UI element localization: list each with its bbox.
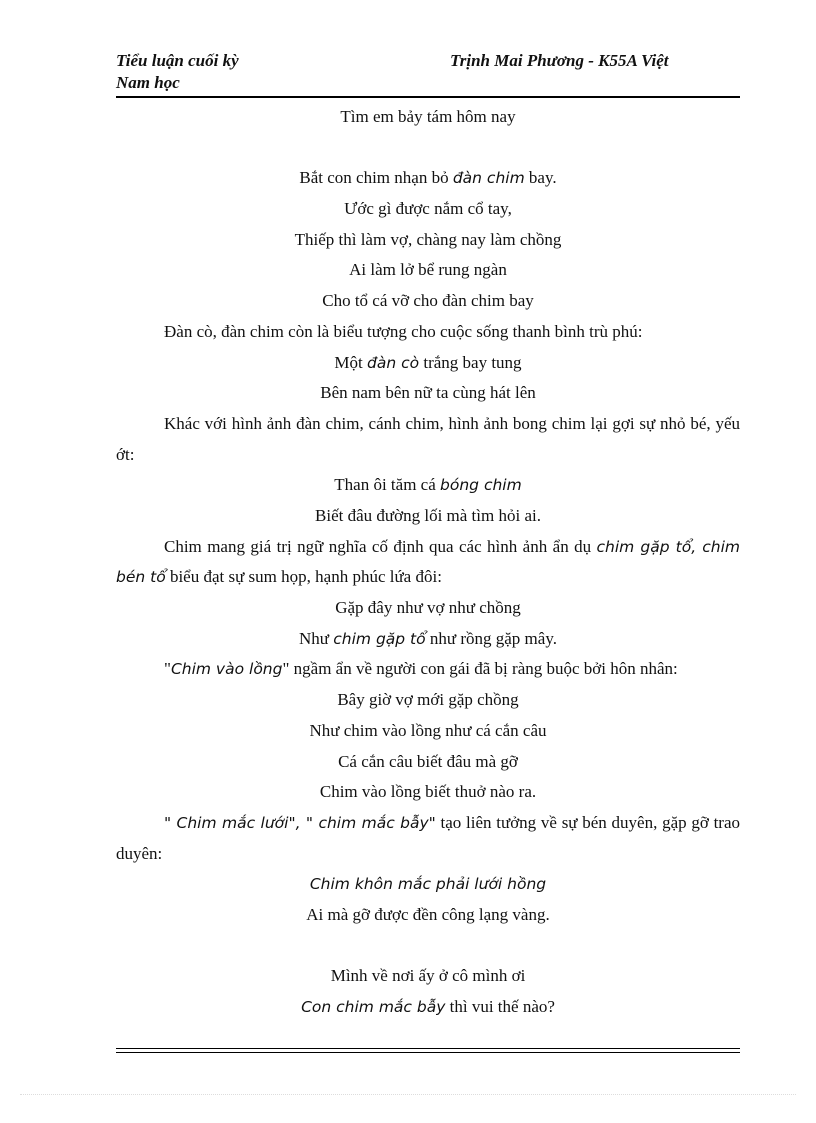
verse-line: Thiếp thì làm vợ, chàng nay làm chồng xyxy=(294,229,562,249)
paragraph-text: " xyxy=(164,659,171,679)
paragraph xyxy=(116,532,740,593)
paragraph-text: " ngầm ẩn về người con gái đã bị ràng buộc bởi hôn nhân: xyxy=(282,659,678,679)
verse-line: Chim vào lồng biết thuở nào ra. xyxy=(319,782,537,802)
verse-line: Bây giờ vợ mới gặp chồng xyxy=(337,690,519,710)
header-course-title: Tiểu luận cuối kỳ xyxy=(116,51,239,70)
header-author: Trịnh Mai Phương - K55A Việt xyxy=(450,51,669,70)
header-course-subtitle: Nam học xyxy=(116,73,180,92)
verse-line: Biết đâu đường lối mà tìm hỏi ai. xyxy=(315,505,541,525)
verse-line xyxy=(116,470,740,501)
blank-line xyxy=(116,133,740,164)
verse-text: Như xyxy=(299,628,334,648)
verse-line: Gặp đây như vợ như chồng xyxy=(335,598,521,618)
paragraph: Khác với hình ảnh đàn chim, cánh chim, hình ảnh bong chim lại gợi sự nhỏ bé, yếu ớt: xyxy=(116,413,740,464)
header-left xyxy=(116,50,416,94)
verse-line xyxy=(116,163,740,194)
verse-text: trắng bay tung xyxy=(419,352,522,372)
verse-emphasis: bóng chim xyxy=(440,476,522,495)
verse-emphasis: chim gặp tổ xyxy=(333,629,426,648)
verse-text: như rồng gặp mây. xyxy=(425,628,557,648)
page-bottom-edge xyxy=(20,1094,796,1095)
verse-line xyxy=(116,348,740,379)
verse-text: Một xyxy=(334,352,368,372)
verse-line xyxy=(116,992,740,1023)
page-content xyxy=(116,102,740,1023)
verse-line: Cho tổ cá vỡ cho đàn chim bay xyxy=(322,291,534,311)
verse-line: Mình về nơi ấy ở cô mình ơi xyxy=(330,966,526,986)
paragraph-emphasis: Chim vào lồng xyxy=(170,660,283,679)
paragraph-text: tạo liên tưởng về sự bén duyên, gặp gỡ trao duyên: xyxy=(116,812,740,863)
paragraph: Đàn cò, đàn chim còn là biểu tượng cho cuộc sống thanh bình trù phú: xyxy=(164,321,643,341)
verse-line xyxy=(116,624,740,655)
verse-line: Ai làm lở bể rung ngàn xyxy=(349,260,507,280)
verse-line: Ai mà gỡ được đền công lạng vàng. xyxy=(306,905,550,924)
verse-line: Cá cắn câu biết đâu mà gỡ xyxy=(338,751,518,771)
header-rule xyxy=(116,96,740,98)
paragraph-emphasis: chim gặp tổ, chim bén tổ xyxy=(116,537,740,587)
paragraph xyxy=(116,654,740,685)
verse-emphasis: Chim khôn mắc phải lưới hồng xyxy=(309,875,547,894)
footer-rule xyxy=(116,1048,740,1049)
verse-emphasis: Con chim mắc bẫy xyxy=(301,998,446,1017)
verse-emphasis: đàn cò xyxy=(367,353,420,372)
verse-text: Than ôi tăm cá xyxy=(334,475,441,495)
paragraph-text: biểu đạt sự sum họp, hạnh phúc lứa đôi: xyxy=(165,567,442,587)
verse-text: bay. xyxy=(524,168,557,188)
verse-line: Ước gì được nắm cổ tay, xyxy=(344,199,512,219)
verse-line: Tìm em bảy tám hôm nay xyxy=(340,107,516,126)
verse-text: Bắt con chim nhạn bỏ xyxy=(299,168,453,188)
paragraph-text: Chim mang giá trị ngữ nghĩa cố định qua các hình ảnh ẩn dụ xyxy=(164,536,597,556)
verse-line: Như chim vào lồng như cá cắn câu xyxy=(309,720,547,740)
verse-emphasis: đàn chim xyxy=(452,169,525,188)
verse-line: Bên nam bên nữ ta cùng hát lên xyxy=(320,383,536,403)
paragraph-emphasis: " Chim mắc lưới", " chim mắc bẫy" xyxy=(164,813,436,832)
verse-line xyxy=(116,869,740,900)
blank-line xyxy=(116,931,740,962)
paragraph xyxy=(116,808,740,869)
footer-rule xyxy=(116,1052,740,1053)
verse-text: thì vui thế nào? xyxy=(445,997,555,1017)
